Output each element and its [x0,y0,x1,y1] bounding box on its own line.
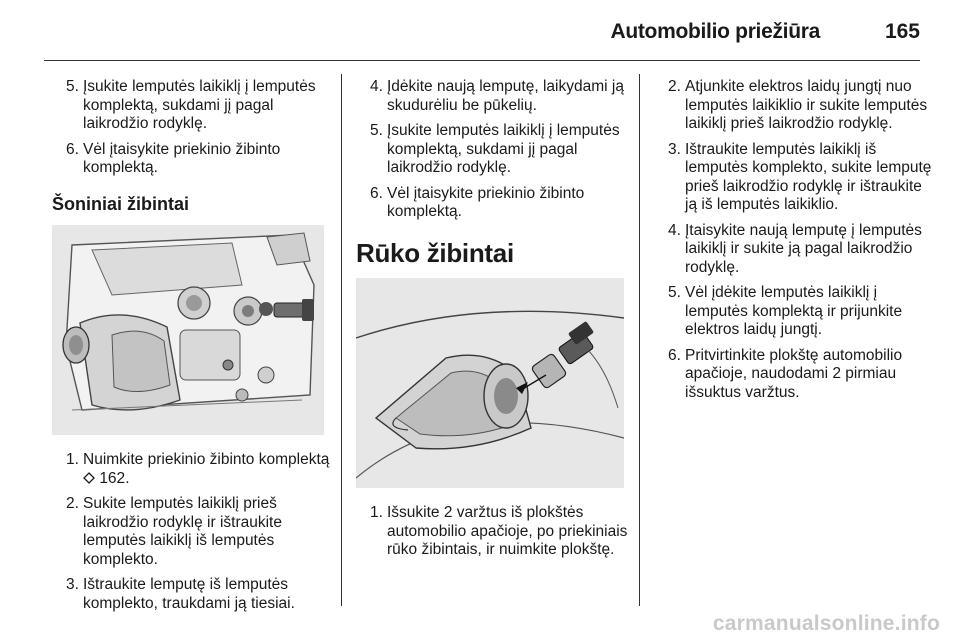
list-item [654,141,936,215]
column-left [52,78,330,620]
step-text: Įtaisykite naują lemputę į lemputės laikiklį ir sukite ją pagal laikrodžio rodyklę. [685,221,922,276]
list-item [356,122,628,178]
step-text: Įsukite lemputės laikiklį į lemputės komplektą, sukdami jį pagal laikrodžio rodyklę. [83,78,316,132]
step-number: 3. [66,576,79,593]
list-item [654,78,936,134]
step-text: Atjunkite elektros laidų jungtį nuo lemputės laikiklio ir sukite lemputės laikiklį prieš laikrodžio rodyklę. [685,78,928,132]
step-text: Sukite lemputės laikiklį prieš laikrodžio rodyklę ir ištraukite lemputės laikiklį iš lemputės komplekto. [83,495,282,568]
column-divider-1 [341,74,342,606]
header-rule [44,60,920,61]
step-number: 4. [668,221,681,239]
steps-list [654,78,936,402]
step-number: 5. [668,284,681,301]
fog-lamp-drawing [356,278,624,488]
step-number: 2. [668,78,681,95]
step-text: Pritvirtinkite plokštę automobilio apačioje, naudodami 2 pirmiau išsuktus varžtus. [685,346,903,401]
section-heading-fog-lights: Rūko žibintai [356,237,514,268]
step-text: Ištraukite lemputės laikiklį iš lemputės komplekto, sukite lemputę prieš laikrodžio rodyklę ir ištraukite ją iš lemputės laikiklio. [685,140,932,213]
headlamp-assembly-drawing [52,225,324,435]
step-text-end: . [125,469,130,487]
side-light-illustration [52,225,324,435]
steps-list [52,78,330,178]
list-item [52,78,330,134]
list-item [654,347,936,403]
list-item [356,504,628,560]
page-header-title: Automobilio priežiūra [610,20,820,43]
list-item [52,451,330,488]
steps-list [356,78,628,222]
column-divider-2 [639,74,640,606]
step-number: 1. [370,504,383,521]
step-number: 1. [66,451,79,468]
list-item [654,222,936,278]
step-number: 6. [668,346,681,364]
list-item [654,284,936,340]
step-text: Vėl įtaisykite priekinio žibinto komplektą. [387,184,585,220]
fog-light-illustration [356,278,624,488]
list-item [52,495,330,569]
step-number: 5. [370,122,383,139]
column-middle [356,78,628,567]
step-text: Įsukite lemputės laikiklį į lemputės komplektą, sukdami jį pagal laikrodžio rodyklę. [387,122,620,176]
page-number: 165 [884,20,920,43]
step-number: 3. [668,140,681,158]
step-text: Įdėkite naują lemputę, laikydami ją skudurėliu be pūkelių. [387,78,624,114]
step-number: 6. [370,184,383,202]
steps-list [356,504,628,560]
step-text: Vėl įdėkite lemputės laikiklį į lemputės komplektą ir prijunkite elektros laidų jungtį. [685,284,903,338]
list-item [52,576,330,613]
step-number: 2. [66,495,79,512]
step-number: 5. [66,78,79,95]
step-text: Ištraukite lemputę iš lemputės komplekto, traukdami ją tiesiai. [83,576,295,612]
step-text: Nuimkite priekinio žibinto komplektą [83,451,330,468]
list-item [356,185,628,222]
list-item [356,78,628,115]
steps-list [52,451,330,613]
section-heading-side-lights: Šoniniai žibintai [52,193,190,214]
column-right [654,78,936,409]
page-reference-icon [83,472,95,484]
step-number: 6. [66,140,79,158]
step-number: 4. [370,78,383,95]
step-text: Išsukite 2 varžtus iš plokštės automobilio apačioje, po priekiniais rūko žibintais, ir nuimkite plokštę. [387,504,628,558]
page-reference[interactable]: 162 [99,469,126,487]
watermark: carmanualsonline.info [712,612,940,635]
step-text: Vėl įtaisykite priekinio žibinto komplektą. [83,140,281,176]
list-item [52,141,330,178]
